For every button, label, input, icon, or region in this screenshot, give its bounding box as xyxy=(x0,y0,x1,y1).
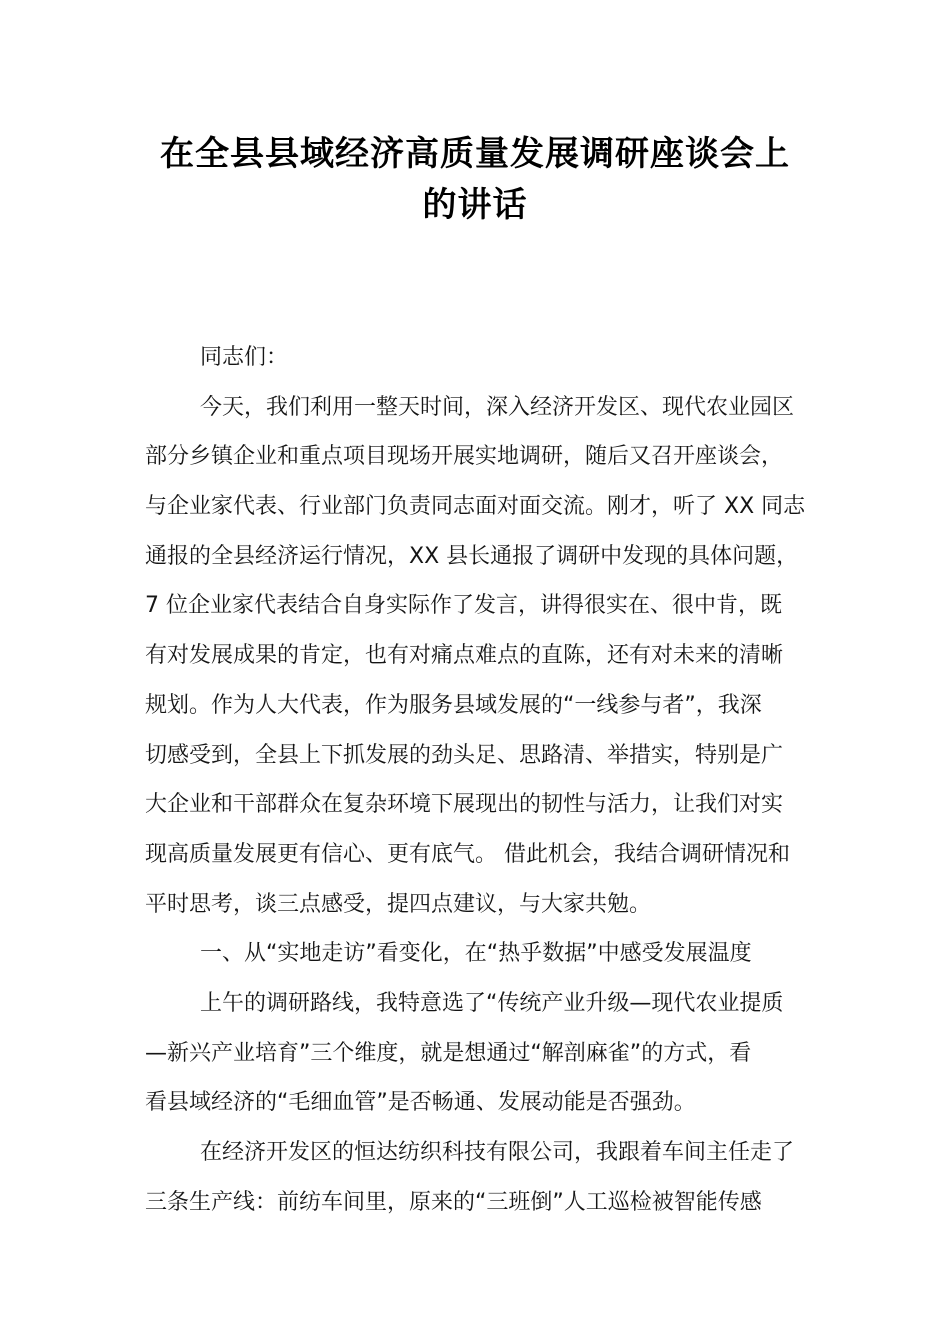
text-line: 今天，我们利用一整天时间，深入经济开发区、现代农业园区 xyxy=(200,394,795,420)
text-line: 大企业和干部群众在复杂环境下展现出的韧性与活力，让我们对实 xyxy=(145,792,784,818)
text-line: 规划。作为人大代表，作为服务县域发展的“一线参与者”，我深 xyxy=(145,692,762,718)
document-title-line-2: 的讲话 xyxy=(422,185,528,225)
text-line: 看县域经济的“毛细血管”是否畅通、发展动能是否强劲。 xyxy=(145,1090,696,1116)
document-title-line-1: 在全县县域经济高质量发展调研座谈会上 xyxy=(160,134,790,174)
text-line: 切感受到，全县上下抓发展的劲头足、思路清、举措实，特别是广 xyxy=(145,742,784,768)
text-line: 同志们： xyxy=(200,345,289,370)
text-line: 部分乡镇企业和重点项目现场开展实地调研，随后又召开座谈会， xyxy=(145,444,784,470)
text-line: 与企业家代表、行业部门负责同志面对面交流。刚才，听了 XX 同志 xyxy=(145,494,806,520)
text-line: 平时思考，谈三点感受，提四点建议，与大家共勉。 xyxy=(145,891,652,917)
text-line: 上午的调研路线，我特意选了“传统产业升级—现代农业提质 xyxy=(200,990,784,1016)
text-line: 通报的全县经济运行情况，XX 县长通报了调研中发现的具体问题， xyxy=(145,543,799,569)
text-line: 7 位企业家代表结合自身实际作了发言，讲得很实在、很中肯，既 xyxy=(145,593,782,619)
text-line: 在经济开发区的恒达纺织科技有限公司，我跟着车间主任走了 xyxy=(200,1140,795,1165)
text-line: 三条生产线：前纺车间里，原来的“三班倒”人工巡检被智能传感 xyxy=(145,1189,762,1215)
text-line: 一、从“实地走访”看变化，在“热乎数据”中感受发展温度 xyxy=(200,941,752,967)
document-body xyxy=(145,333,805,1227)
text-line: 现高质量发展更有信心、更有底气。 借此机会，我结合调研情况和 xyxy=(145,841,790,867)
text-line: 有对发展成果的肯定，也有对痛点难点的直陈，还有对未来的清晰 xyxy=(145,643,784,669)
text-line: —新兴产业培育”三个维度，就是想通过“解剖麻雀”的方式，看 xyxy=(145,1040,752,1066)
